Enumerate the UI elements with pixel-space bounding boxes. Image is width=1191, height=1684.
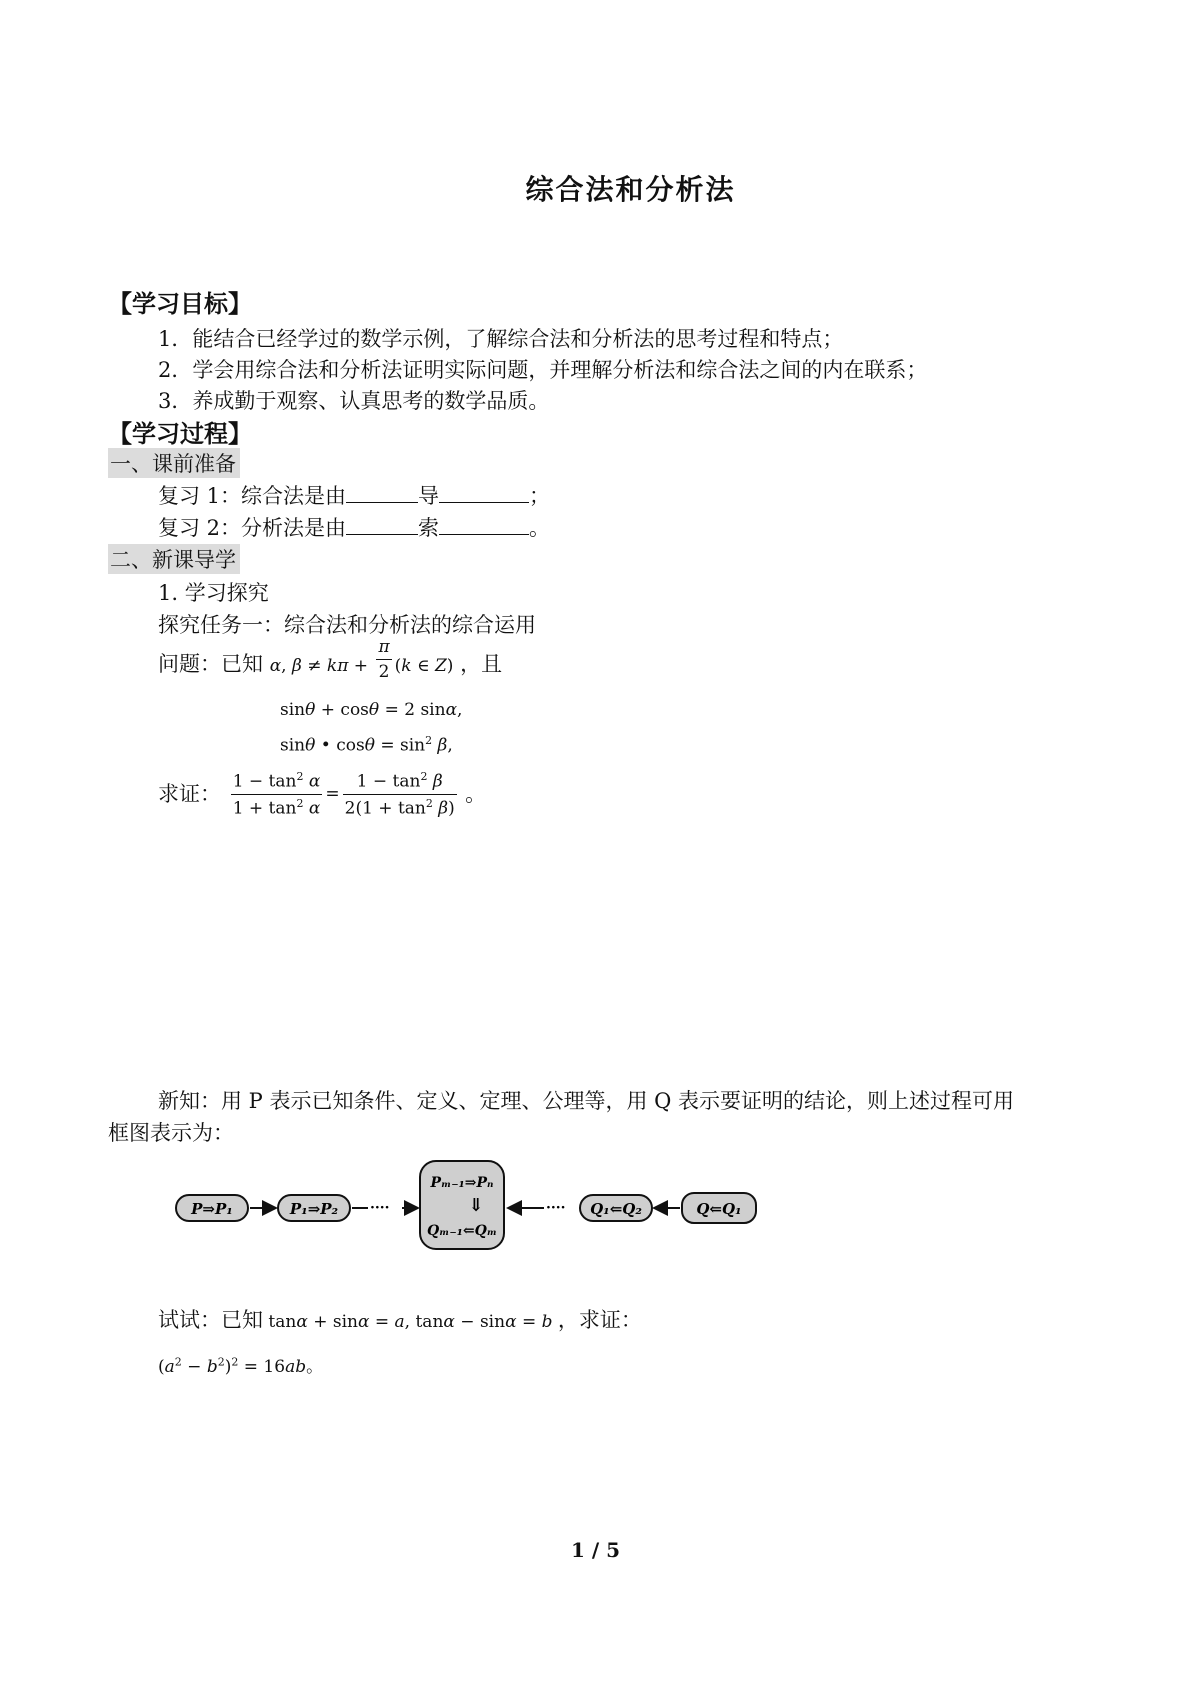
flow-dots: ···· [370, 1200, 390, 1216]
prove-label: 求证： [158, 782, 221, 807]
page-number: 1 / 5 [570, 1538, 621, 1562]
review-2-text: 复习 2：分析法是由 [158, 516, 347, 540]
newknow-line-1: 新知：用 P 表示已知条件、定义、定理、公理等，用 Q 表示要证明的结论，则上述过程可用 [158, 1089, 1015, 1113]
review-1-text: 复习 1：综合法是由 [158, 484, 347, 508]
condition-1: sinθ + cosθ = 2 sinα, [280, 700, 463, 720]
blank-field [346, 484, 418, 503]
problem-line [158, 637, 503, 682]
flow-box-5 [682, 1193, 756, 1223]
flow-box-1 [176, 1195, 248, 1221]
goal-item-1: 1．能结合已经学过的数学示例，了解综合法和分析法的思考过程和特点； [158, 327, 844, 351]
section-heading-2: 二、新课导学 [108, 544, 240, 574]
flow-center-top: Pₘ₋₁⇒Pₙ [430, 1175, 494, 1191]
trial-prefix: 试试：已知 [158, 1308, 263, 1332]
flow-box-1-label: P⇒P₁ [191, 1200, 233, 1218]
flow-box-5-label: Q⇐Q₁ [696, 1200, 742, 1218]
page-title: 综合法和分析法 [525, 173, 736, 206]
blank-field [439, 516, 529, 535]
problem-prefix: 问题：已知 [158, 652, 263, 676]
task-label: 探究任务一：综合法和分析法的综合运用 [158, 613, 536, 637]
review-1-mid: 导 [418, 484, 440, 508]
review-2 [158, 512, 550, 542]
flow-box-2-label: P₁⇒P₂ [289, 1200, 339, 1218]
section-heading-1: 一、课前准备 [108, 448, 240, 478]
explore-label: 1. 学习探究 [158, 581, 269, 605]
goal-item-2: 2．学会用综合法和分析法证明实际问题，并理解分析法和综合法之间的内在联系； [158, 358, 928, 382]
trial-conclusion: $(a^2 - b^2)^2 = 16ab$。 [158, 1355, 324, 1377]
trial-condition: tanα + sinα = a, tanα − sinα = b [263, 1312, 553, 1332]
problem-suffix: ，且 [460, 652, 503, 676]
flow-center-box [420, 1161, 504, 1249]
prove-formula: $\frac{1 - \tan^2 \alpha}{1 + \tan^2 \alpha}$ = $\frac{1 - \tan^2 \beta}{2(1 + \tan^2 \beta)}$ [232, 770, 455, 819]
prove-line [158, 770, 486, 818]
review-2-mid: 索 [418, 516, 440, 540]
goals-heading: 【学习目标】 [108, 290, 252, 318]
flow-box-2 [278, 1195, 350, 1221]
condition-2: sinθ • $\cos\theta = \sin^2 \beta$, [280, 734, 453, 756]
trial-end: 。 [306, 1357, 324, 1377]
process-heading: 【学习过程】 [108, 420, 252, 448]
flow-center-arrow: ⇓ [468, 1195, 484, 1216]
goal-item-3: 3．养成勤于观察、认真思考的数学品质。 [158, 389, 550, 413]
trial-line [158, 1304, 642, 1334]
review-1-end: ； [529, 484, 551, 508]
newknow-line-2: 框图表示为： [108, 1121, 234, 1145]
flow-box-4 [580, 1195, 652, 1221]
prove-end: 。 [465, 782, 487, 807]
flow-dots: ···· [546, 1200, 566, 1216]
blank-field [439, 484, 529, 503]
blank-field [346, 516, 418, 535]
problem-condition: α, β ≠ kπ + $\frac{\pi}{2}$ (k ∈ Z) [269, 637, 454, 682]
flow-center-bottom: Qₘ₋₁⇐Qₘ [426, 1223, 498, 1239]
flow-diagram [170, 1155, 770, 1255]
review-1 [158, 480, 550, 510]
flow-box-4-label: Q₁⇐Q₂ [590, 1200, 642, 1218]
trial-suffix: ，求证： [557, 1308, 642, 1332]
review-2-end: 。 [529, 516, 551, 540]
